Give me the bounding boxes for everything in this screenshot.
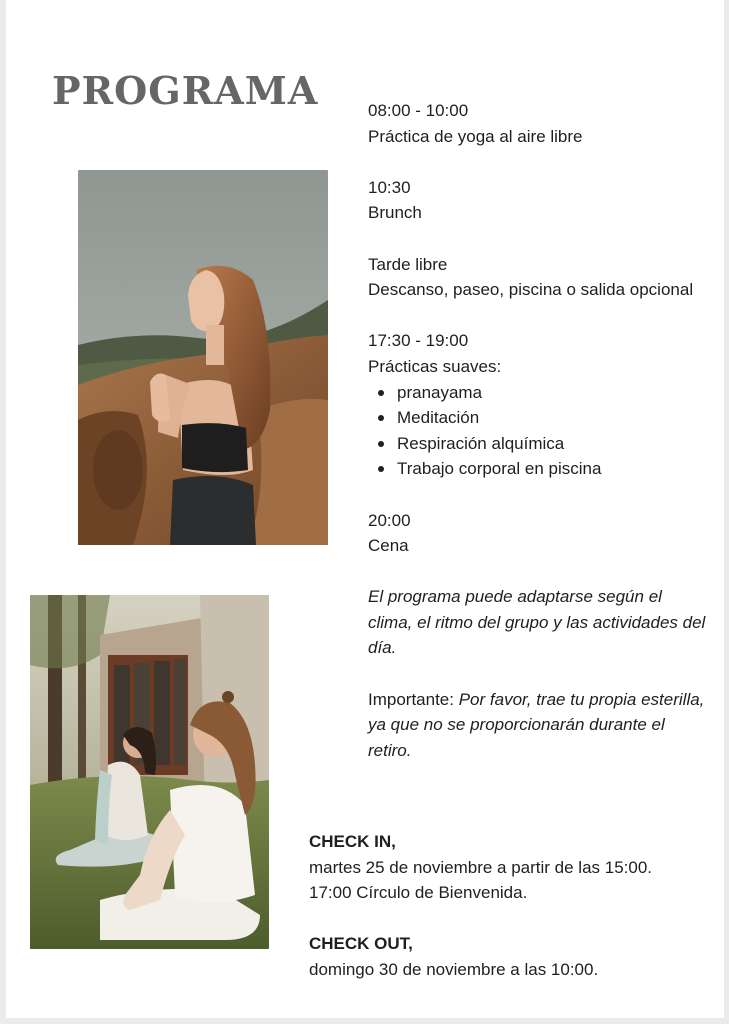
schedule-activity: Descanso, paseo, piscina o salida opcional — [368, 280, 694, 300]
schedule-activity: Prácticas suaves: — [368, 356, 502, 376]
important-label: Importante: — [368, 689, 454, 709]
spacer — [309, 906, 719, 932]
yoga-cliff-photo — [78, 170, 328, 545]
meditation-garden-photo — [30, 595, 269, 949]
list-item: Meditación — [397, 405, 708, 431]
schedule-time: 20:00 — [368, 510, 411, 530]
page-title: PROGRAMA — [52, 68, 319, 113]
adapt-note-text: El programa puede adaptarse según el clima, el ritmo del grupo y las actividades del día. — [368, 587, 706, 658]
document-page — [6, 0, 724, 1018]
schedule-item — [368, 98, 708, 149]
schedule-item — [368, 175, 708, 226]
list-item: Respiración alquímica — [397, 431, 708, 457]
important-note — [368, 687, 708, 764]
list-item: pranayama — [397, 380, 708, 406]
schedule-column — [368, 98, 708, 789]
schedule-activity: Práctica de yoga al aire libre — [368, 126, 583, 146]
schedule-item — [368, 252, 708, 303]
schedule-time: 10:30 — [368, 177, 411, 197]
adapt-note — [368, 584, 708, 661]
schedule-time: 08:00 - 10:00 — [368, 101, 469, 120]
schedule-item — [368, 328, 708, 482]
schedule-activity: Cena — [368, 536, 409, 556]
important-text: Por favor, trae tu propia esterilla, ya que no se proporcionarán durante el retiro. — [368, 689, 705, 760]
checkout-line: domingo 30 de noviembre a las 10:00. — [309, 959, 599, 979]
checkout-heading: CHECK OUT, — [309, 934, 413, 954]
schedule-time: 17:30 - 19:00 — [368, 331, 469, 351]
schedule-activity: Brunch — [368, 203, 422, 223]
checkin-line: martes 25 de noviembre a partir de las 15:00. — [309, 857, 653, 877]
schedule-item — [368, 508, 708, 559]
list-item: Trabajo corporal en piscina — [397, 456, 708, 482]
important-note-text — [368, 687, 708, 764]
checkin-line: 17:00 Círculo de Bienvenida. — [309, 883, 528, 903]
practice-list — [368, 380, 708, 482]
checkin-heading: CHECK IN, — [309, 832, 396, 851]
schedule-time: Tarde libre — [368, 254, 448, 274]
check-info — [309, 829, 719, 983]
